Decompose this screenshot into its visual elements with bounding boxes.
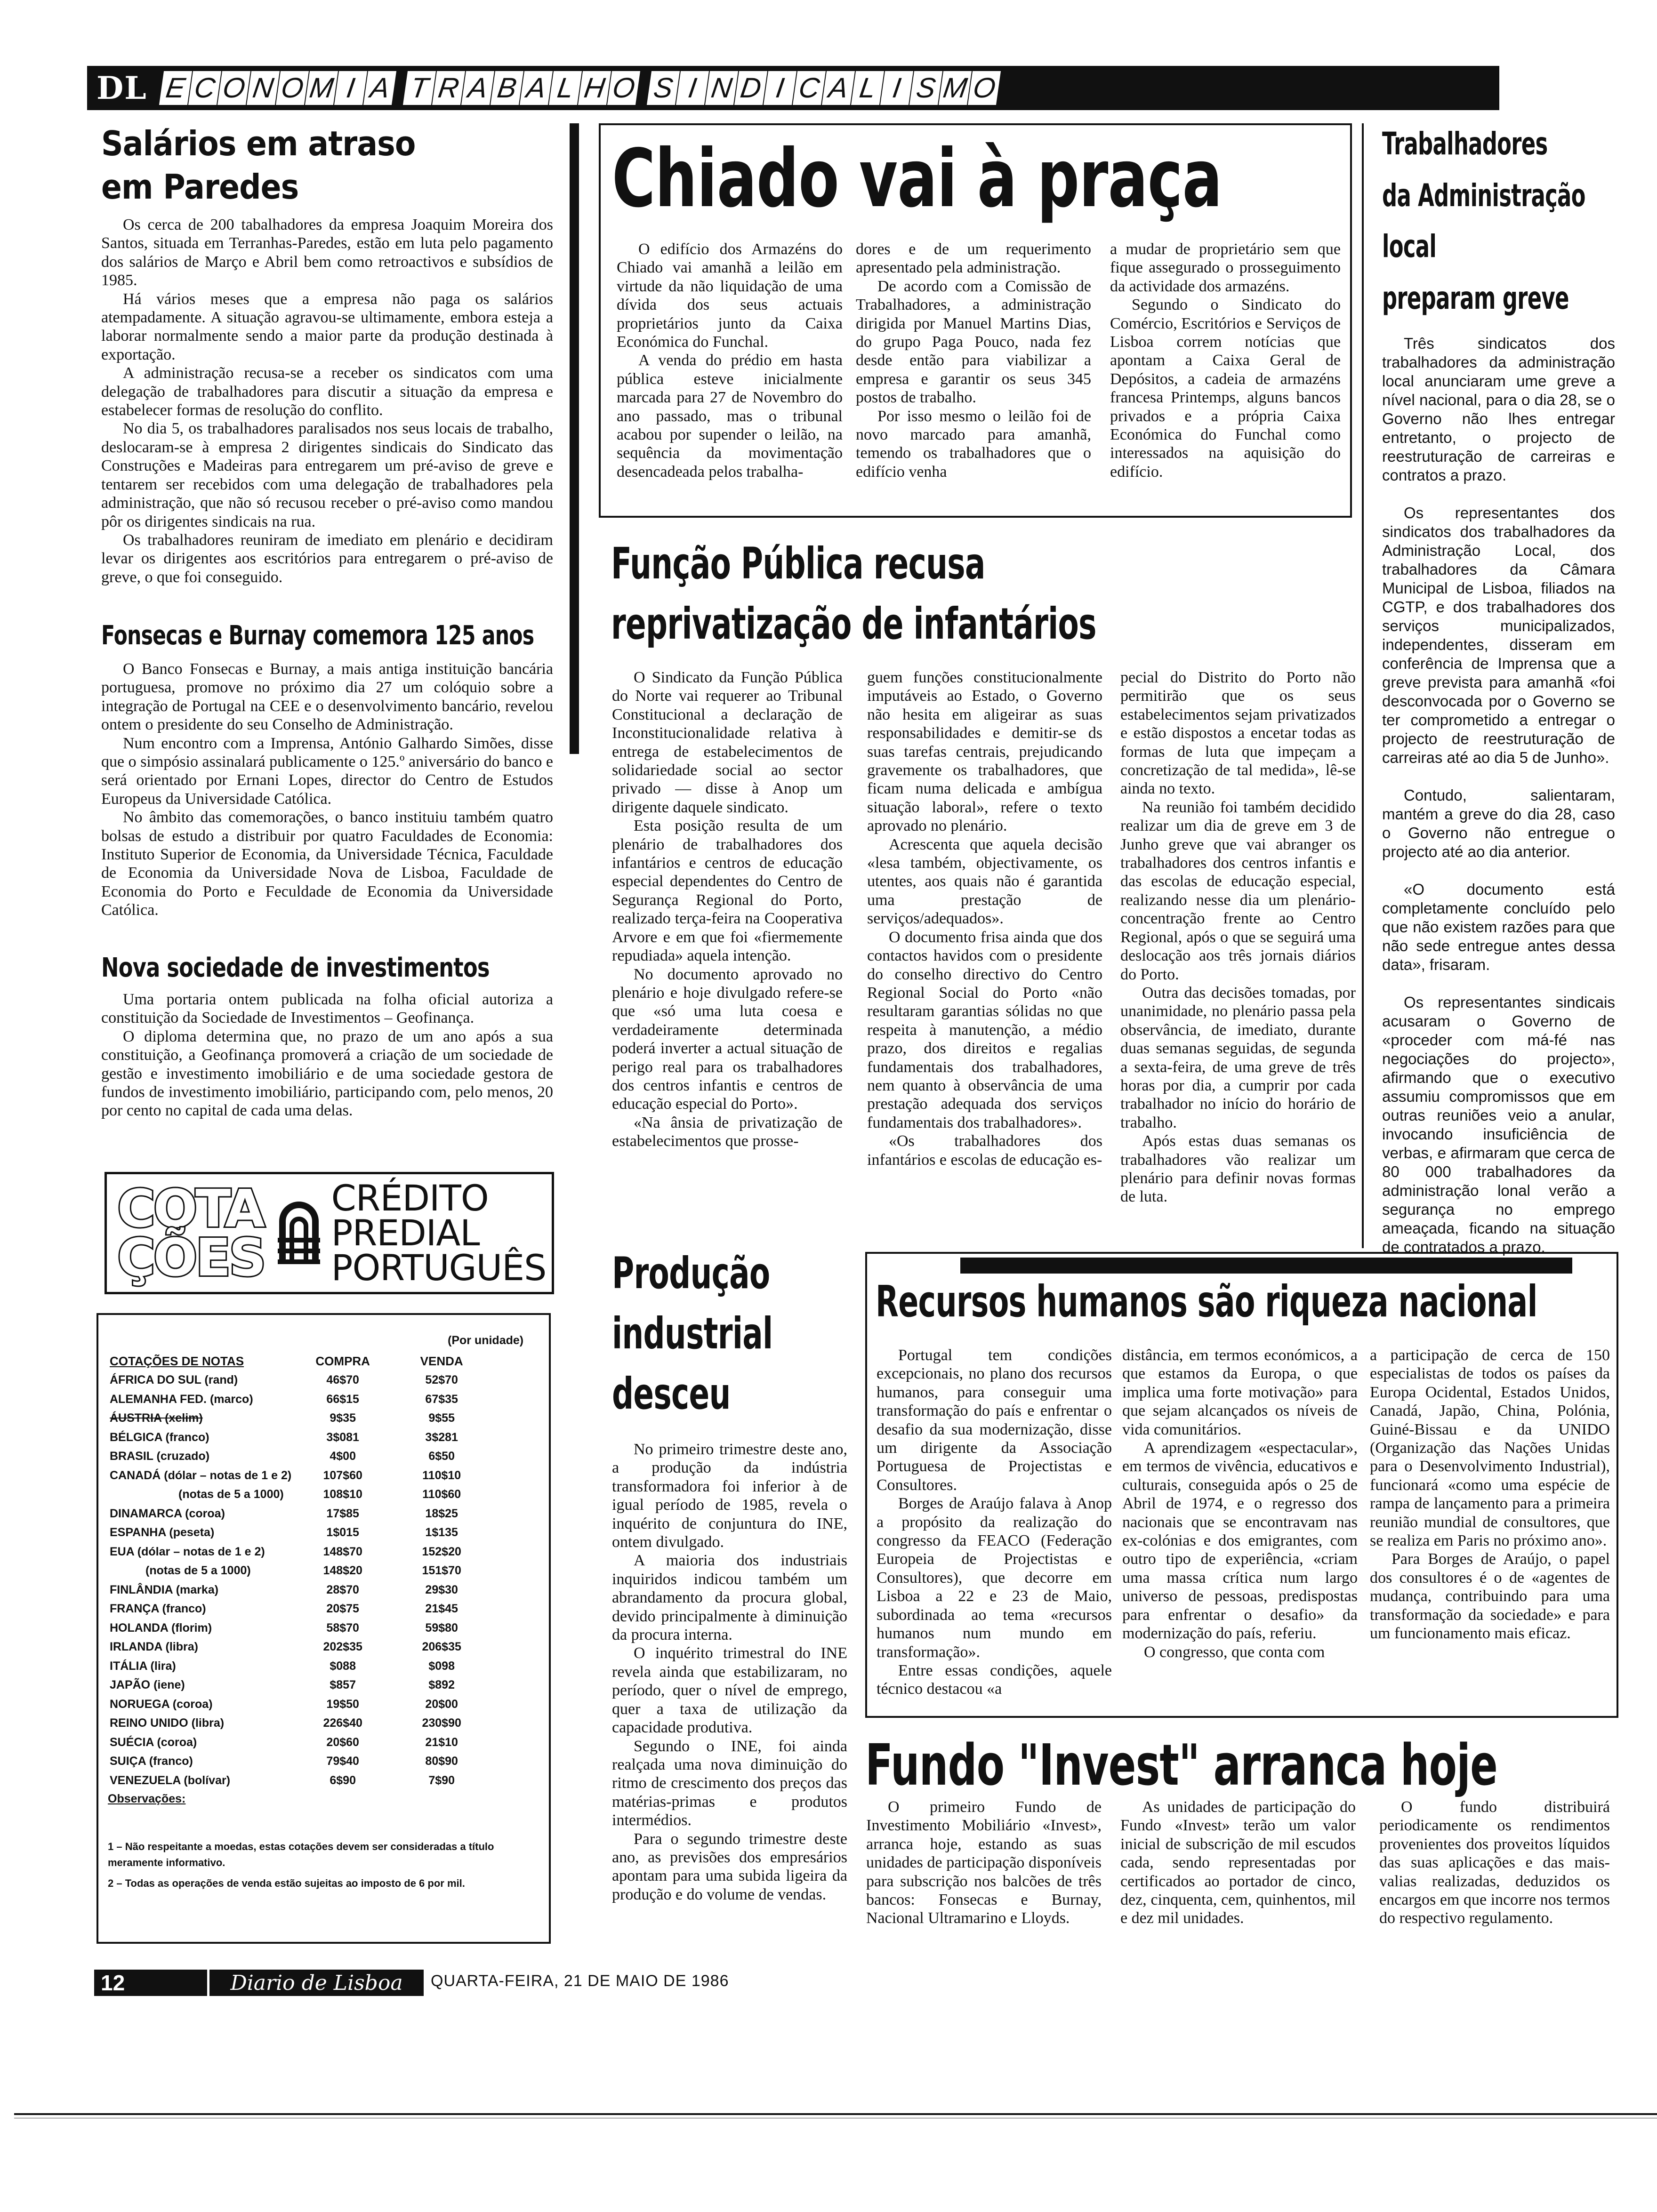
headline-sociedade: Nova sociedade de investimentos bbox=[101, 953, 490, 983]
sell-value: 110$10 bbox=[422, 1468, 461, 1482]
table-header-row bbox=[108, 1352, 491, 1371]
banner-letter: L bbox=[851, 71, 884, 105]
headline-producao-line3: desceu bbox=[612, 1369, 731, 1419]
article-invest-col3 bbox=[1379, 1798, 1610, 1928]
paragraph: Para o segundo trimestre deste ano, as previsões dos empresários apontam para uma subida ligeira da produção e do volume de vendas. bbox=[612, 1830, 847, 1903]
table-row bbox=[108, 1733, 491, 1752]
headline-funcao-line2: reprivatização de infantários bbox=[611, 599, 1096, 649]
bank-name-line1: CRÉDITO bbox=[331, 1177, 489, 1219]
headline-admin-line2: da Administração bbox=[1382, 177, 1585, 214]
table-row bbox=[108, 1562, 491, 1581]
banner-word-sindicalismo bbox=[649, 71, 999, 105]
sell-value: 3$281 bbox=[425, 1430, 458, 1444]
paragraph: «Os trabalhadores dos infantários e escolas de educação es- bbox=[867, 1132, 1102, 1169]
bank-emblem-icon bbox=[273, 1193, 325, 1273]
banner-letter: S bbox=[909, 71, 942, 105]
sell-value: 59$80 bbox=[425, 1621, 458, 1635]
currency-name: CANADÁ (dólar – notas de 1 e 2) bbox=[110, 1468, 292, 1482]
buy-value: 3$081 bbox=[326, 1430, 359, 1444]
buy-value: 107$60 bbox=[323, 1468, 362, 1482]
paragraph: Uma portaria ontem publicada na folha oficial autoriza a constituição da Sociedade de Investimentos – Geofinança. bbox=[101, 991, 553, 1027]
paragraph: Por isso mesmo o leilão foi de novo marcado para amanhã, temendo os trabalhadores que o edifício venha bbox=[856, 407, 1091, 481]
banner-letter: A bbox=[520, 71, 553, 105]
column-rule-thick bbox=[570, 123, 579, 754]
paragraph: A administração recusa-se a receber os sindicatos com uma delegação de trabalhadores para discutir a situação da empresa e estabelecer formas de resolução do conflito. bbox=[101, 364, 553, 419]
buy-value: 4$00 bbox=[330, 1450, 356, 1463]
sell-value: 110$60 bbox=[422, 1488, 461, 1501]
banner-letter: A bbox=[363, 71, 396, 105]
paragraph: Segundo o INE, foi ainda realçada uma nova diminuição do ritmo de crescimento dos preços das matérias-primas e produtos intermédios. bbox=[612, 1737, 847, 1829]
paragraph: Segundo o Sindicato do Comércio, Escritórios e Serviços de Lisboa correm notícias que apontam a Caixa Geral de Depósitos, a cadeia de armazéns francesa Printemps, alguns bancos privados e a própria Caixa Económica do Funchal como interessados na aquisição do edifício. bbox=[1110, 296, 1341, 481]
table-row bbox=[108, 1657, 491, 1676]
sell-value: $098 bbox=[428, 1659, 455, 1673]
paragraph: Após estas duas semanas os trabalhadores vão realizar um plenário para definir novas formas de luta. bbox=[1120, 1132, 1356, 1206]
headline-recursos: Recursos humanos são riqueza nacional bbox=[876, 1276, 1537, 1327]
bank-name-line2: PREDIAL bbox=[331, 1212, 480, 1254]
sell-value: 21$10 bbox=[425, 1735, 458, 1749]
recursos-top-bar bbox=[960, 1258, 1572, 1274]
banner-letter: N bbox=[705, 71, 738, 105]
sell-value: 230$90 bbox=[422, 1716, 461, 1730]
article-funcao-col2 bbox=[867, 668, 1102, 1169]
paragraph: O Sindicato da Função Pública do Norte vai requerer ao Tribunal Constitucional a declaração de Inconstitucionalidade relativa à entrega de estabelecimentos de solidariedade social ao sector privado — disse à Anop um dirigente daquele sindicato. bbox=[612, 669, 843, 816]
headline-admin-line4: preparam greve bbox=[1382, 280, 1569, 316]
article-recursos-col2 bbox=[1122, 1346, 1358, 1661]
buy-value: 6$90 bbox=[330, 1773, 356, 1787]
buy-value: 148$70 bbox=[323, 1545, 362, 1558]
table-row bbox=[108, 1466, 491, 1485]
right-column-rule bbox=[1362, 123, 1364, 1248]
table-row bbox=[108, 1390, 491, 1409]
sell-value: 20$00 bbox=[425, 1697, 458, 1711]
banner-letter: T bbox=[403, 71, 436, 105]
buy-value: 28$70 bbox=[326, 1583, 359, 1596]
table-row bbox=[108, 1542, 491, 1562]
buy-value: 108$10 bbox=[323, 1488, 362, 1501]
buy-value: 1$015 bbox=[326, 1526, 359, 1539]
paragraph: A maioria dos industriais inquiridos indicou também um abrandamento da procura global, devido principalmente à diminuição da procura interna. bbox=[612, 1552, 847, 1644]
paragraph: Num encontro com a Imprensa, António Galhardo Simões, disse que o simpósio assinalará publicamente o 125.º aniversário do banco e será orientado por Ernani Lopes, director do Centro de Estudos Europeus da Universidade Católica. bbox=[101, 734, 553, 808]
paragraph: pecial do Distrito do Porto não permitirão que os seus estabelecimentos sejam privatizados e estão dispostos a encetar todas as formas de luta que impeçam a concretização de tal medida», lê-se ainda no texto. bbox=[1120, 669, 1356, 798]
banner-letter: C bbox=[793, 71, 826, 105]
paragraph: dores e de um requerimento apresentado pela administração. bbox=[856, 240, 1091, 277]
currency-name: ALEMANHA FED. (marco) bbox=[110, 1392, 253, 1406]
article-admin-body bbox=[1382, 334, 1615, 1257]
sell-value: 29$30 bbox=[425, 1583, 458, 1596]
currency-name: ÁFRICA DO SUL (rand) bbox=[110, 1373, 238, 1387]
sell-value: 1$135 bbox=[425, 1526, 458, 1539]
article-invest-col2 bbox=[1120, 1798, 1356, 1928]
article-fonsecas-body bbox=[101, 660, 553, 920]
section-banner bbox=[87, 66, 1499, 110]
buy-value: 20$60 bbox=[326, 1735, 359, 1749]
banner-letter: D bbox=[734, 71, 767, 105]
currency-name: DINAMARCA (coroa) bbox=[110, 1507, 225, 1520]
article-producao-body bbox=[612, 1440, 847, 1904]
banner-letter: A bbox=[822, 71, 855, 105]
currency-name: FRANÇA (franco) bbox=[110, 1602, 206, 1616]
paragraph: O edifício dos Armazéns do Chiado vai amanhã a leilão em virtude da não liquidação de uma dívida dos seus actuais proprietários junto da Caixa Económica do Funchal. bbox=[617, 240, 843, 351]
buy-value: 226$40 bbox=[323, 1716, 362, 1730]
buy-value: 9$35 bbox=[330, 1411, 356, 1425]
buy-value: 58$70 bbox=[326, 1621, 359, 1635]
buy-value: 66$15 bbox=[326, 1392, 359, 1406]
headline-chiado: Chiado vai à praça bbox=[612, 132, 1222, 225]
paragraph: Três sindicatos dos trabalhadores da administração local anunciaram ume greve a nível nacional, para o dia 28, se o Governo não lhes entregar entretanto, o projecto de reestruturação de carreiras e contratos a prazo. bbox=[1382, 335, 1615, 484]
paragraph: As unidades de participação do Fundo «Invest» terão um valor inicial de subscrição de mil escudos cada, sendo representadas por certificados ao portador de cinco, dez, cinquenta, cem, quinhentos, mil e dez mil unidades. bbox=[1120, 1798, 1356, 1927]
table-row bbox=[108, 1771, 491, 1790]
currency-name: HOLANDA (florim) bbox=[110, 1621, 212, 1635]
footer-paper-name-block bbox=[209, 1970, 424, 1996]
paragraph: O inquérito trimestral do INE revela ainda que estabilizaram, no período, quer o nível de emprego, quer a taxa de utilização da capacidade produtiva. bbox=[612, 1644, 847, 1737]
note-2: 2 – Todas as operações de venda estão sujeitas ao imposto de 6 por mil. bbox=[108, 1877, 465, 1889]
headline-producao-line2: industrial bbox=[612, 1308, 773, 1359]
paragraph: Acrescenta que aquela decisão «lesa também, objectivamente, os utentes, aos quais não é garantida uma prestação de serviços/adequados». bbox=[867, 835, 1102, 928]
sell-value: 18$25 bbox=[425, 1507, 458, 1520]
table-row bbox=[108, 1714, 491, 1733]
sell-value: 206$35 bbox=[422, 1640, 461, 1654]
paragraph: Os cerca de 200 tabalhadores da empresa Joaquim Moreira dos Santos, situada em Terranhas-Paredes, estão em luta pelo pagamento dos salários de Março e Abril bem como retroactivos e subsídios de 1985. bbox=[101, 216, 553, 289]
paragraph: Na reunião foi também decidido realizar um dia de greve em 3 de Junho greve que vai abranger os trabalhadores dos centros infantis e das escolas de educação especial, realizando nesse dia um plenário-concentração frente ao Centro Regional, após o que se seguirá uma deslocação aos três jornais diários do Porto. bbox=[1120, 798, 1356, 983]
paragraph: guem funções constitucionalmente imputáveis ao Estado, o Governo não hesita em aligeirar as suas responsabilidades e demitir-se ds suas tarefas centrais, prejudicando gravemente os trabalhadores, que ficam numa delicada e ambígua situação laboral», refere o texto aprovado no plenário. bbox=[867, 669, 1102, 835]
banner-letter: I bbox=[764, 71, 796, 105]
bottom-rule bbox=[14, 2113, 1657, 2115]
banner-letter: I bbox=[676, 71, 709, 105]
sell-value: 21$45 bbox=[425, 1602, 458, 1616]
cotacoes-logo-line1: COTA bbox=[117, 1178, 263, 1239]
banner-letter: S bbox=[647, 71, 680, 105]
paragraph: Os representantes sindicais acusaram o Governo de «proceder com má-fé nas negociações do projecto», afirmando que o executivo assumiu compromissos que em outras reuniões veio a anular, invocando insuficiência de verbas, e afirmaram que cerca de 80 000 trabalhadores da administração lonal verão a segurança no emprego ameaçada, ficando na situação de contratados a prazo. bbox=[1382, 994, 1615, 1256]
table-row bbox=[108, 1695, 491, 1714]
article-recursos-col3 bbox=[1370, 1346, 1610, 1643]
table-row bbox=[108, 1600, 491, 1619]
bank-name bbox=[331, 1177, 547, 1289]
paragraph: O primeiro Fundo de Investimento Mobiliário «Invest», arranca hoje, estando as suas unidades de participação disponíveis para subscrição nos balcões de três bancos: Fonsecas e Burnay, Nacional Ultramarino e Lloyds. bbox=[866, 1798, 1102, 1927]
headline-salarios-line2: em Paredes bbox=[101, 167, 299, 207]
buy-value: 148$20 bbox=[323, 1564, 362, 1578]
article-funcao-col1 bbox=[612, 668, 843, 1151]
paragraph: O congresso, que conta com bbox=[1144, 1643, 1325, 1661]
currency-name: (notas de 5 a 1000) bbox=[178, 1488, 284, 1501]
banner-letter: O bbox=[217, 71, 250, 105]
cotacoes-logo-line2: ÇÕES bbox=[117, 1227, 265, 1288]
sell-value: 9$55 bbox=[428, 1411, 455, 1425]
headline-admin-line3: local bbox=[1382, 228, 1437, 264]
buy-value: $088 bbox=[330, 1659, 356, 1673]
article-sociedade-body bbox=[101, 990, 553, 1120]
table-row bbox=[108, 1485, 491, 1505]
currency-name: IRLANDA (libra) bbox=[110, 1640, 198, 1654]
paragraph: Borges de Araújo falava à Anop a propósito da realização do congresso da FEACO (Federação Europeia de Projectistas e Consultores), que decorre em Lisboa a 22 e 23 de Maio, subordinada ao tema «recursos humanos num mundo em transformação». bbox=[877, 1495, 1112, 1661]
sell-value: 52$70 bbox=[425, 1373, 458, 1387]
paragraph: distância, em termos económicos, a que estamos da Europa, o que implica uma forte motivação» para que sejam alcançados os níveis de vida comunitários. bbox=[1122, 1346, 1358, 1438]
paragraph: Contudo, salientaram, mantém a greve do dia 28, caso o Governo não entregue o projecto até ao dia anterior. bbox=[1382, 786, 1615, 860]
sell-value: 6$50 bbox=[428, 1450, 455, 1463]
paragraph: Outra das decisões tomadas, por unanimidade, no plenário passa pela observância, de imediato, durante duas semanas seguidas, de segunda a sexta-feira, de uma greve de três horas por dia, a cumprir por cada trabalhador no início do horário de trabalho. bbox=[1120, 984, 1356, 1131]
banner-word-trabalho bbox=[405, 71, 639, 105]
paragraph: De acordo com a Comissão de Trabalhadores, a administração dirigida por Manuel Martins Dias, do grupo Paga Pouco, nada fez desde então para viabilizar a empresa e garantir os seus 345 postos de trabalho. bbox=[856, 277, 1091, 407]
table-row bbox=[108, 1676, 491, 1695]
article-recursos-col1 bbox=[877, 1346, 1112, 1699]
table-row bbox=[108, 1638, 491, 1657]
sell-value: 80$90 bbox=[425, 1755, 458, 1768]
table-row bbox=[108, 1619, 491, 1638]
cotacoes-logo bbox=[117, 1178, 265, 1288]
paragraph: a mudar de proprietário sem que fique assegurado o prosseguimento da actividade dos armazéns. bbox=[1110, 240, 1341, 295]
banner-letter: A bbox=[461, 71, 494, 105]
paragraph: Esta posição resulta de um plenário de trabalhadores dos infantários e centros de educação especial dependentes do Centro de Segurança Regional do Porto, realizado terça-feira na Cooperativa Arvore e em que foi «fiermemente repudiada» aquela intenção. bbox=[612, 817, 843, 965]
headline-producao-line1: Produção bbox=[612, 1248, 770, 1298]
paragraph: No documento aprovado no plenário e hoje divulgado refere-se que «só uma luta coesa e verdadeiramente determinada poderá inverter a actual situação de perigo real para os trabalhadores dos centros infantis e centros de educação especial do Porto». bbox=[612, 965, 843, 1113]
banner-letter: N bbox=[247, 71, 280, 105]
banner-letter: C bbox=[188, 71, 221, 105]
article-chiado-col2 bbox=[856, 240, 1091, 481]
currency-name: NORUEGA (coroa) bbox=[110, 1697, 213, 1711]
buy-value: 79$40 bbox=[326, 1755, 359, 1768]
sell-value: 67$35 bbox=[425, 1392, 458, 1406]
currency-name: ÁUSTRIA (xelim) bbox=[110, 1411, 203, 1425]
table-row bbox=[108, 1752, 491, 1771]
paragraph: Entre essas condições, aquele técnico destacou «a bbox=[877, 1661, 1112, 1698]
currency-name: BRASIL (cruzado) bbox=[110, 1450, 210, 1463]
table-row bbox=[108, 1504, 491, 1523]
paragraph: a participação de cerca de 150 especialistas de todos os países da Europa Ocidental, Estados Unidos, Canadá, Japão, China, Polónia, Guiné-Bissau e da UNIDO (Organização das Nações Unidas para o Desenvolvimento Industrial), funcionará «como uma espécie de rampa de lançamento para a primeira reunião mundial de consultores, que se realiza em Paris no próximo ano». bbox=[1370, 1346, 1610, 1550]
buy-value: 202$35 bbox=[323, 1640, 362, 1654]
col-header-sell: VENDA bbox=[420, 1354, 463, 1368]
banner-letter: M bbox=[939, 71, 972, 105]
currency-name: SUÉCIA (coroa) bbox=[110, 1735, 197, 1749]
paragraph: Há vários meses que a empresa não paga os salários atempadamente. A situação agravou-se ultimamente, embora esteja a laborar normalmente sendo a maior parte da produção destinada à exportação. bbox=[101, 290, 553, 363]
banner-letter: I bbox=[880, 71, 913, 105]
currency-name: VENEZUELA (bolívar) bbox=[110, 1773, 231, 1787]
banner-letter: L bbox=[549, 71, 582, 105]
paper-logo: DL bbox=[97, 70, 147, 106]
article-chiado-col1 bbox=[617, 240, 843, 481]
currency-name: FINLÂNDIA (marka) bbox=[110, 1583, 219, 1596]
paragraph: A aprendizagem «espectacular», em termos de vivência, educativos e culturais, conseguida após o 25 de Abril de 1974, e o regresso dos nacionais que se encontravam nas ex-colónias e dos emigrantes, com outro tipo de experiência, «criam uma massa crítica num largo universo de pessoas, predispostas para enfrentar o desafio» da modernização do país, referiu. bbox=[1122, 1439, 1358, 1643]
bank-name-line3: PORTUGUÊS bbox=[331, 1247, 547, 1289]
article-chiado-col3 bbox=[1110, 240, 1341, 481]
paragraph: O diploma determina que, no prazo de um ano após a sua constituição, a Geofinança promoverá a criação de um sociedade de gestão e investimento imobiliário e de uma sociedade gestora de fundos de investimento imobiliário, participando com, pelo menos, 20 por cento no capital de cada uma delas. bbox=[101, 1027, 553, 1120]
currency-name: ESPANHA (peseta) bbox=[110, 1526, 215, 1539]
paragraph: No dia 5, os trabalhadores paralisados nos seus locais de trabalho, deslocaram-se à empresa 2 dirigentes sindicais do Sindicato das Construções e Madeiras para entregarem um pré-aviso de greve e tentarem ser recebidos com uma delegação de trabalhadores pela administração, que não só recusou receber o pré-aviso como mandou pôr os dirigentes sindicais na rua. bbox=[101, 420, 553, 530]
paragraph: «O documento está completamente concluído pelo que não existem razões para que não sede entregue antes dessa data», frisaram. bbox=[1382, 881, 1615, 973]
paragraph: Para Borges de Araújo, o papel dos consultores é o de «agentes de mudança, contribuindo para uma transformação da sociedade» e para um funcionamento mais eficaz. bbox=[1370, 1550, 1610, 1643]
headline-funcao-line1: Função Pública recusa bbox=[611, 538, 985, 589]
buy-value: $857 bbox=[330, 1678, 356, 1692]
sell-value: 151$70 bbox=[422, 1564, 461, 1578]
sell-value: 152$20 bbox=[422, 1545, 461, 1558]
sell-value: 7$90 bbox=[428, 1773, 455, 1787]
currency-name: REINO UNIDO (libra) bbox=[110, 1716, 225, 1730]
note-1: 1 – Não respeitante a moedas, estas cotações devem ser consideradas a título meramente informativo. bbox=[108, 1840, 494, 1868]
footer-page-number-block bbox=[94, 1970, 207, 1996]
paper-name: Diario de Lisboa bbox=[230, 1971, 403, 1995]
unit-label: (Por unidade) bbox=[448, 1334, 524, 1347]
cotacoes-logo-box bbox=[105, 1172, 554, 1294]
buy-value: 19$50 bbox=[326, 1697, 359, 1711]
article-invest-col1 bbox=[866, 1798, 1102, 1928]
currency-name: (notas de 5 a 1000) bbox=[145, 1564, 251, 1578]
footer-date: QUARTA-FEIRA, 21 DE MAIO DE 1986 bbox=[431, 1972, 729, 1990]
table-row bbox=[108, 1428, 491, 1447]
headline-admin-line1: Trabalhadores bbox=[1382, 126, 1548, 162]
currency-name: SUIÇA (franco) bbox=[110, 1755, 193, 1768]
banner-letter: O bbox=[607, 71, 640, 105]
headline-invest: Fundo "Invest" arranca hoje bbox=[865, 1733, 1498, 1798]
paragraph: O documento frisa ainda que dos contactos havidos com o presidente do conselho directivo do Centro Regional Social do Porto «não resultaram garantias sólidas no que respeita à manutenção, a médio prazo, dos direitos e regalias fundamentais dos trabalhadores, nem quanto à observância de uma prestação adequada dos serviços fundamentais dos trabalhadores». bbox=[867, 928, 1102, 1131]
table-row bbox=[108, 1409, 491, 1428]
paragraph: Os representantes dos sindicatos dos trabalhadores da Administração Local, dos trabalhadores da Câmara Municipal de Lisboa, filiados na CGTP, e dos trabalhadores dos serviços municipalizados, independentes, disseram em conferência de Imprensa que a greve prevista para amanhã «foi desconvocada por o Governo se ter comprometido a entregar o projecto de reestruturação de carreiras até ao dia 5 de Junho». bbox=[1382, 504, 1615, 766]
banner-word-economia bbox=[161, 71, 395, 105]
banner-letter: E bbox=[159, 71, 192, 105]
article-funcao-col3 bbox=[1120, 668, 1356, 1206]
buy-value: 17$85 bbox=[326, 1507, 359, 1520]
currency-name: BÉLGICA (franco) bbox=[110, 1430, 209, 1444]
table-row bbox=[108, 1371, 491, 1390]
headline-salarios-line1: Salários em atraso bbox=[101, 124, 416, 163]
buy-value: 20$75 bbox=[326, 1602, 359, 1616]
page-number: 12 bbox=[101, 1971, 125, 1995]
banner-letter: O bbox=[968, 71, 1001, 105]
currency-name: ITÁLIA (lira) bbox=[110, 1659, 176, 1673]
banner-letter: I bbox=[334, 71, 367, 105]
col-header-name: COTAÇÕES DE NOTAS bbox=[110, 1354, 244, 1368]
paragraph: No primeiro trimestre deste ano, a produção da indústria transformadora foi inferior à de igual período de 1985, revela o inquérito de conjuntura do INE, ontem divulgado. bbox=[612, 1441, 847, 1551]
table-row bbox=[108, 1447, 491, 1467]
paragraph: No âmbito das comemorações, o banco instituiu também quatro bolsas de estudo a distribuir por quatro Faculdades de Economia: Instituto Superior de Economia, da Universidade Técnica, Faculdade de Economia da Universidade Nova de Lisboa, Faculdade de Economia do Porto e Feculdade de Economia da Universidade Católica. bbox=[101, 809, 553, 919]
banner-letter: H bbox=[578, 71, 611, 105]
cotacoes-table-box bbox=[97, 1313, 551, 1944]
paragraph: Portugal tem condições excepcionais, no plano dos recursos humanos, para conseguir uma transformação do país e enfrentar o desafio da sua modernização, disse um dirigente da Associação Portuguesa de Projectistas e Consultores. bbox=[877, 1346, 1112, 1494]
banner-letter: B bbox=[491, 71, 523, 105]
paragraph: O Banco Fonsecas e Burnay, a mais antiga instituição bancária portuguesa, promove no próximo dia 27 um colóquio sobre a integração de Portugal na CEE e o desenvolvimento bancário, revelou ontem o presidente do seu Conselho de Administração. bbox=[101, 660, 553, 734]
table-row bbox=[108, 1580, 491, 1600]
buy-value: 46$70 bbox=[326, 1373, 359, 1387]
sell-value: $892 bbox=[428, 1678, 455, 1692]
currency-name: EUA (dólar – notas de 1 e 2) bbox=[110, 1545, 265, 1558]
paragraph: O fundo distribuirá periodicamente os rendimentos provenientes dos proveitos líquidos das suas aplicações e das mais-valias realizadas, deduzidos os encargos em que incorre nos termos do respectivo regulamento. bbox=[1379, 1798, 1610, 1927]
currency-name: JAPÃO (iene) bbox=[110, 1678, 185, 1692]
headline-fonsecas: Fonsecas e Burnay comemora 125 anos bbox=[101, 620, 534, 651]
quotes-table bbox=[108, 1352, 491, 1790]
observations-label: Observações: bbox=[108, 1792, 186, 1805]
table-row bbox=[108, 1523, 491, 1543]
banner-letter: R bbox=[432, 71, 465, 105]
banner-letter: M bbox=[305, 71, 338, 105]
article-salarios-body bbox=[101, 216, 553, 586]
paragraph: Os trabalhadores reuniram de imediato em plenário e decidiram levar os dirigentes aos escritórios para entregarem o pré-aviso de greve, o que foi conseguido. bbox=[101, 531, 553, 586]
paragraph: A venda do prédio em hasta pública esteve inicialmente marcada para 27 de Novembro do ano passado, mas o tribunal acabou por supender o leilão, na sequência da movimentação desencadeada pelos trabalha- bbox=[617, 352, 843, 481]
col-header-buy: COMPRA bbox=[315, 1354, 370, 1368]
paragraph: «Na ânsia de privatização de estabelecimentos que prosse- bbox=[612, 1114, 843, 1150]
banner-letter: O bbox=[276, 71, 309, 105]
